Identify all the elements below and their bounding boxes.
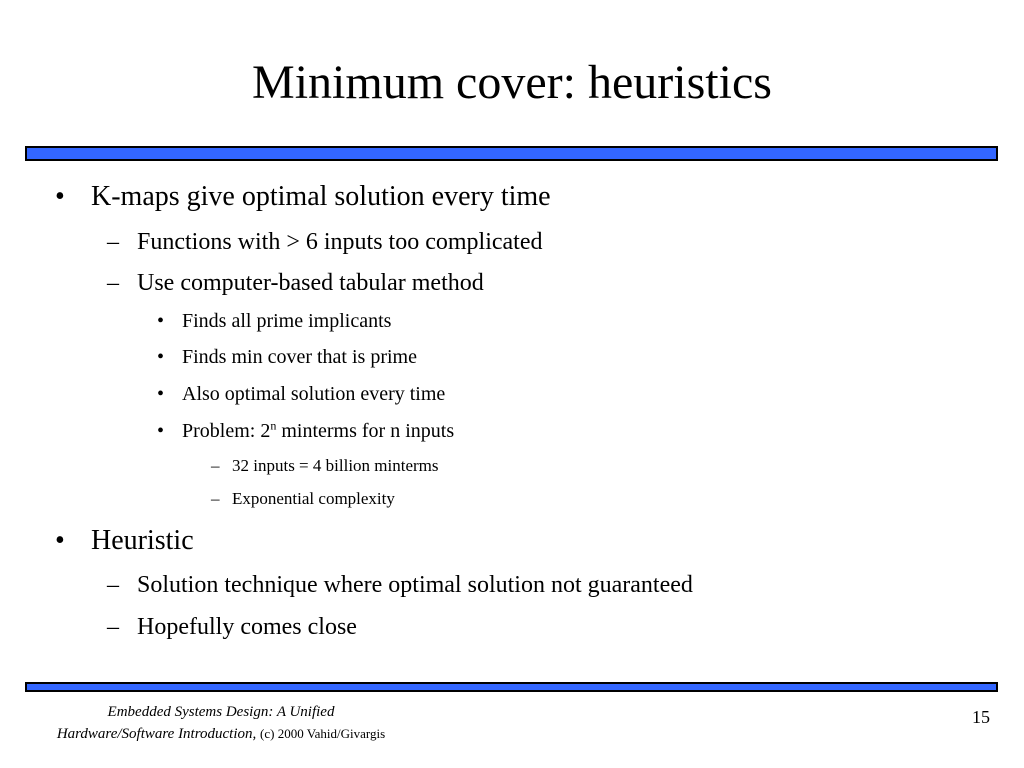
top-divider-bar	[25, 146, 998, 161]
bullet-text: Finds all prime implicants	[182, 310, 392, 332]
bullet-text: K-maps give optimal solution every time	[91, 181, 551, 212]
bullet-text: Finds min cover that is prime	[182, 346, 417, 368]
bottom-divider-bar	[25, 682, 998, 692]
bullet-marker: •	[157, 383, 165, 405]
footer-copyright: (c) 2000 Vahid/Givargis	[260, 726, 386, 741]
problem-text-end: minterms for n inputs	[276, 420, 455, 442]
problem-text-start: Problem: 2	[182, 420, 271, 442]
bullet-text	[182, 420, 454, 443]
bullet-level2-technique	[107, 572, 693, 599]
bullet-marker: •	[157, 420, 165, 442]
dash-marker: –	[211, 489, 220, 508]
bullet-level3-problem	[157, 420, 454, 443]
bullet-text: Also optimal solution every time	[182, 383, 446, 405]
bullet-text: Solution technique where optimal solution not guaranteed	[137, 572, 693, 598]
bullet-marker: •	[157, 310, 165, 332]
bullet-level3-min-cover	[157, 346, 417, 369]
dash-marker: –	[107, 614, 119, 640]
footer-book-line1: Embedded Systems Design: A Unified	[107, 704, 335, 720]
bullet-level2-tabular	[107, 270, 484, 297]
bullet-text: Functions with > 6 inputs too complicated	[137, 229, 543, 255]
bullet-marker: •	[55, 525, 65, 556]
dash-marker: –	[107, 270, 119, 296]
bullet-level1-heuristic	[55, 525, 194, 557]
bullet-text: Heuristic	[91, 525, 194, 556]
bullet-text: Hopefully comes close	[137, 614, 357, 640]
dash-marker: –	[107, 229, 119, 255]
footer-book-line2: Hardware/Software Introduction,	[56, 726, 257, 742]
dash-marker: –	[107, 572, 119, 598]
page-number: 15	[972, 707, 990, 727]
slide-title: Minimum cover: heuristics	[252, 56, 772, 109]
bullet-level3-optimal	[157, 383, 445, 406]
bullet-marker: •	[157, 346, 165, 368]
bullet-level4-exponential	[211, 489, 395, 509]
bullet-text: Exponential complexity	[232, 489, 395, 508]
bullet-level2-functions	[107, 229, 543, 256]
bullet-level2-close	[107, 614, 357, 641]
bullet-text: 32 inputs = 4 billion minterms	[232, 456, 439, 475]
bullet-text: Use computer-based tabular method	[137, 270, 484, 296]
dash-marker: –	[211, 456, 220, 475]
bullet-level1-kmaps	[55, 181, 551, 213]
footer-citation	[36, 702, 406, 745]
exponent-superscript: n	[270, 418, 277, 433]
bullet-level4-32-inputs	[211, 456, 439, 476]
bullet-marker: •	[55, 181, 65, 212]
bullet-level3-prime-implicants	[157, 310, 391, 333]
